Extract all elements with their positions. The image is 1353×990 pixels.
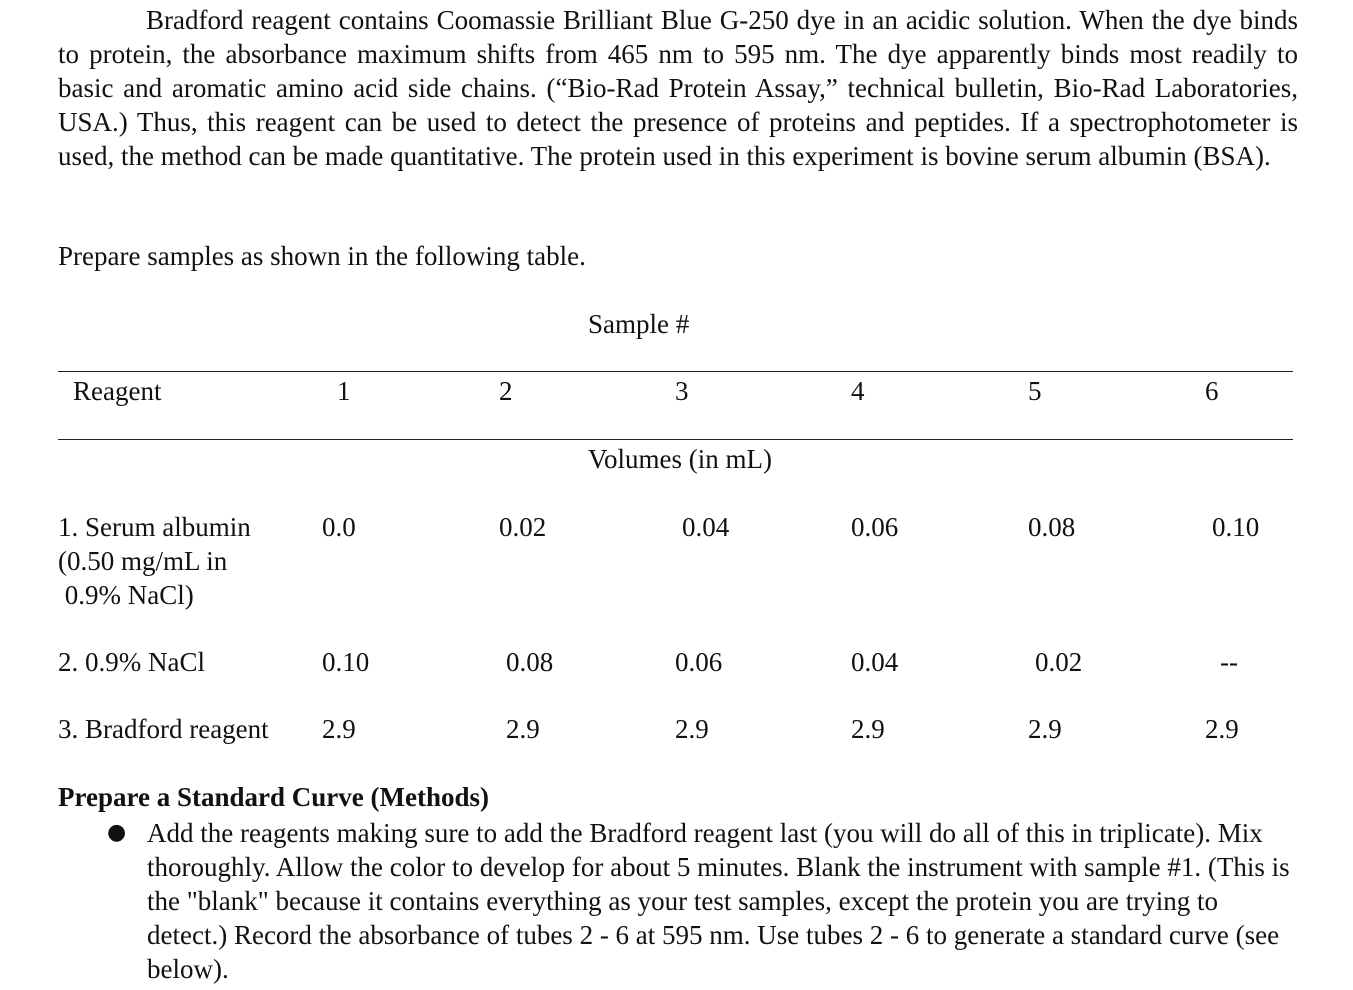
- volume-cell: 2.9: [322, 714, 356, 744]
- volume-cell: 0.02: [499, 512, 547, 542]
- volume-cell: 0.10: [322, 647, 370, 677]
- reagent-label-line: (0.50 mg/mL in: [58, 546, 228, 576]
- sample-column-4: 4: [851, 376, 865, 406]
- volume-cell: 0.10: [1212, 512, 1260, 542]
- volume-cell: 0.02: [1035, 647, 1083, 677]
- volume-cell: 0.04: [682, 512, 730, 542]
- reagent-column-header: Reagent: [73, 376, 162, 406]
- intro-paragraph: Bradford reagent contains Coomassie Brilliant Blue G-250 dye in an acidic solution. When the dye binds to protein, the absorbance maximum shifts from 465 nm to 595 nm. The dye apparently binds most readily to basic and aromatic amino acid side chains. (“Bio-Rad Protein Assay,” technical bulletin, Bio-Rad Laboratories, USA.) Thus, this reagent can be used to detect the presence of proteins and peptides. If a spectrophotometer is used, the method can be made quantitative. The protein used in this experiment is bovine serum albumin (BSA).: [58, 5, 1298, 171]
- volume-cell: 0.08: [1028, 512, 1076, 542]
- methods-bullet-text: Add the reagents making sure to add the Bradford reagent last (you will do all of this in triplicate). Mix thoroughly. Allow the color to develop for about 5 minutes. Blank the instrument with sample #1. (This is the "blank" because it contains everything as your test samples, except the protein you are trying to detect.) Record the absorbance of tubes 2 - 6 at 595 nm. Use tubes 2 - 6 to generate a standard curve (see below).: [147, 818, 1290, 984]
- volumes-unit-label: Volumes (in mL): [588, 444, 772, 474]
- table-header-rule: [58, 439, 1293, 440]
- reagent-label-line: 1. Serum albumin: [58, 512, 251, 542]
- table-top-rule: [58, 371, 1293, 372]
- sample-number-header: Sample #: [588, 309, 690, 339]
- volume-cell: 0.06: [675, 647, 723, 677]
- sample-column-3: 3: [675, 376, 689, 406]
- volume-cell: 0.04: [851, 647, 899, 677]
- volume-cell: 2.9: [851, 714, 885, 744]
- volume-cell: 0.08: [506, 647, 554, 677]
- sample-column-5: 5: [1028, 376, 1042, 406]
- table-instruction: Prepare samples as shown in the following table.: [58, 241, 586, 271]
- volume-cell: 2.9: [1205, 714, 1239, 744]
- reagent-label-line: 2. 0.9% NaCl: [58, 647, 205, 677]
- sample-column-1: 1: [337, 376, 351, 406]
- reagent-label-line: 0.9% NaCl): [58, 580, 194, 610]
- sample-column-2: 2: [499, 376, 513, 406]
- volume-cell: 2.9: [675, 714, 709, 744]
- volume-cell: 2.9: [1028, 714, 1062, 744]
- volume-cell: 2.9: [506, 714, 540, 744]
- bullet-icon: ●: [107, 820, 127, 845]
- volume-cell: --: [1220, 647, 1238, 677]
- methods-heading: Prepare a Standard Curve (Methods): [58, 782, 489, 812]
- volume-cell: 0.06: [851, 512, 899, 542]
- reagent-label-line: 3. Bradford reagent: [58, 714, 269, 744]
- volume-cell: 0.0: [322, 512, 356, 542]
- sample-column-6: 6: [1205, 376, 1219, 406]
